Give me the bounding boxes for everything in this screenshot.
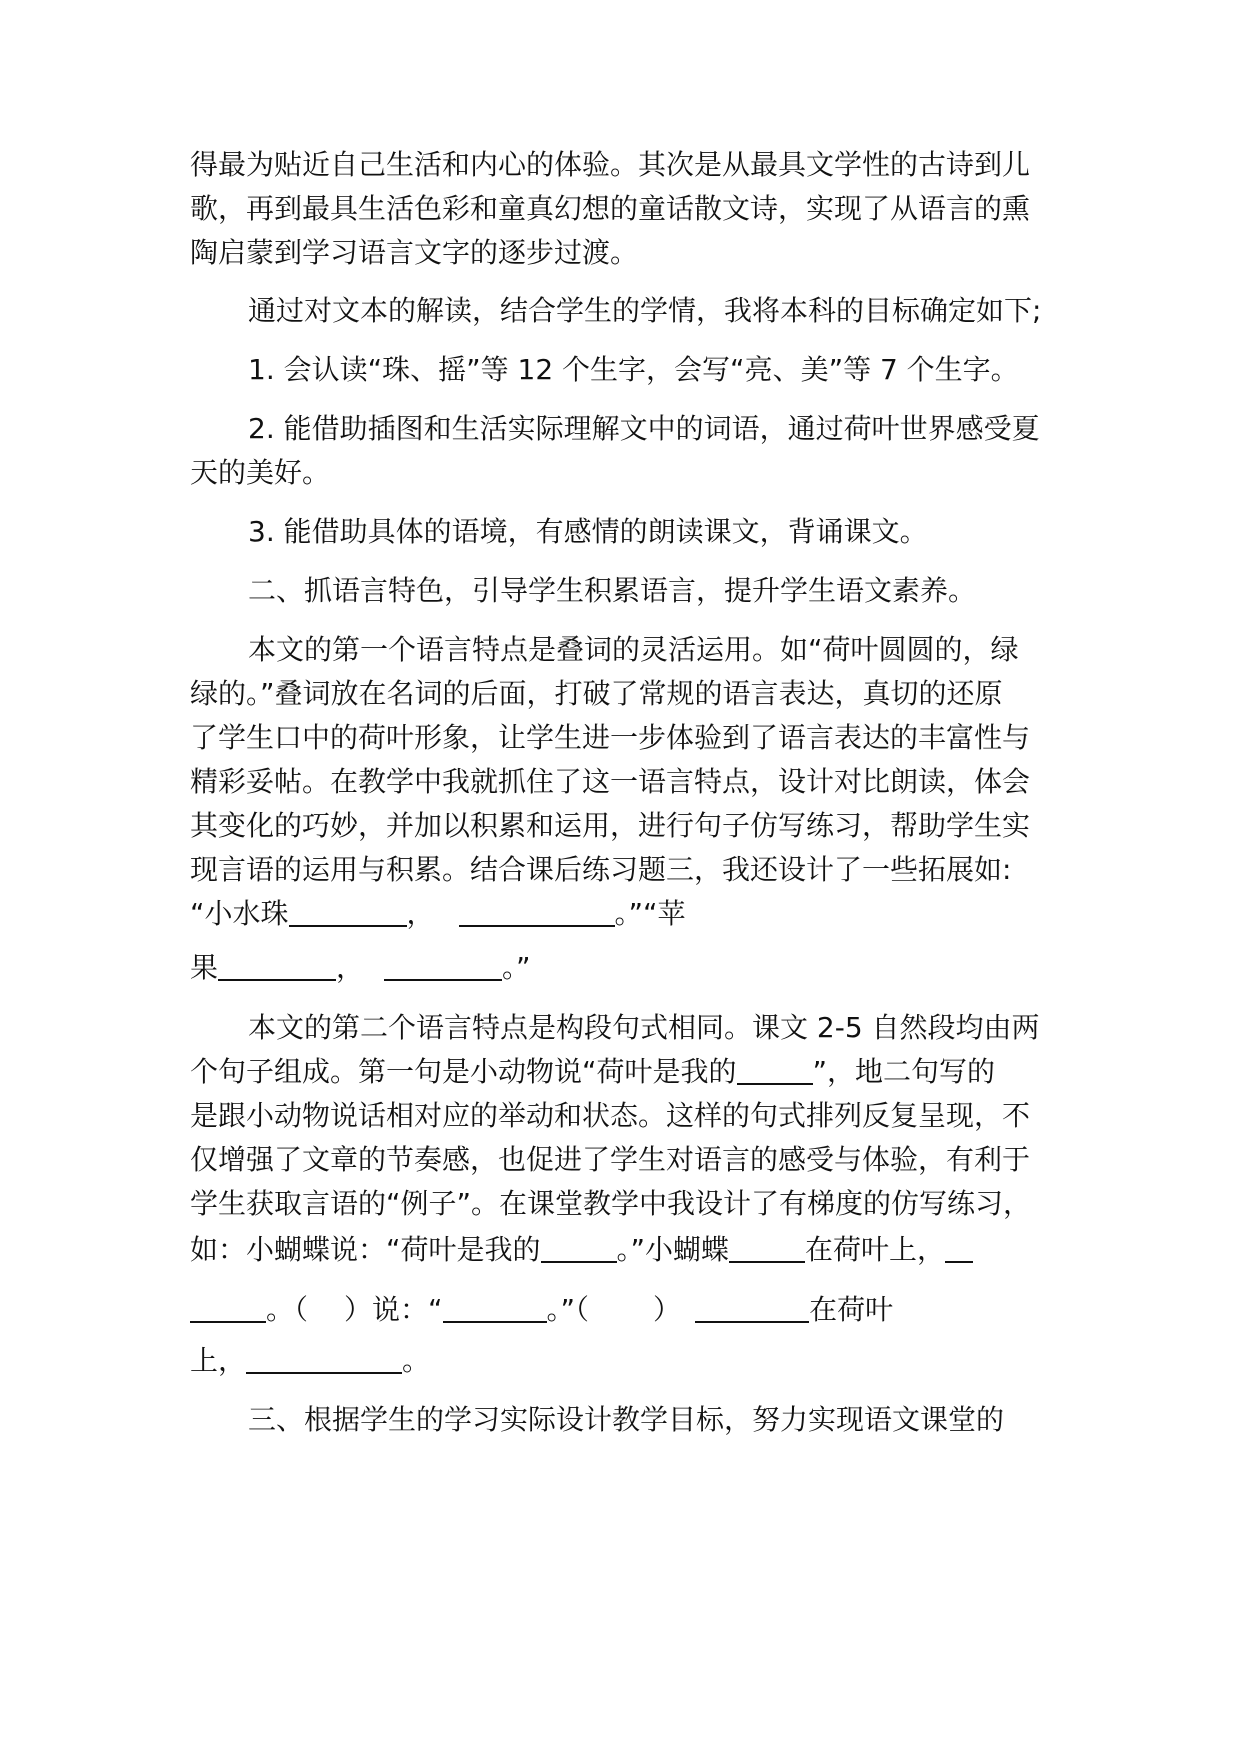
exercise-text: 果 <box>190 951 219 984</box>
exercise-text: 上， <box>190 1344 247 1377</box>
paragraph-line: 歌，再到最具生活色彩和童真幻想的童话散文诗，实现了从语言的熏 <box>190 192 1031 225</box>
paragraph-line: 得最为贴近自己生活和内心的体验。其次是从最具文学性的古诗到儿 <box>190 148 1031 181</box>
exercise-text: 。” <box>502 951 531 984</box>
fill-blank <box>384 953 502 981</box>
goal-item-2: 2. 能借助插图和生活实际理解文中的词语，通过荷叶世界感受夏 <box>248 412 1040 445</box>
paragraph-line: 绿的。”叠词放在名词的后面，打破了常规的语言表达，真切的还原 <box>190 677 1003 710</box>
section-heading-2: 二、抓语言特色，引导学生积累语言，提升学生语文素养。 <box>248 574 977 607</box>
paragraph-line: 学生获取言语的“例子”。在课堂教学中我设计了有梯度的仿写练习， <box>190 1187 1032 1220</box>
exercise-text: 。（ <box>266 1293 309 1326</box>
paragraph-line: 本文的第二个语言特点是构段句式相同。课文 2-5 自然段均由两 <box>248 1011 1040 1044</box>
exercise-text: ， <box>336 951 365 984</box>
paragraph-line: 是跟小动物说话相对应的举动和状态。这样的句式排列反复呈现，不 <box>190 1099 1031 1132</box>
paragraph-line: 通过对文本的解读，结合学生的学情，我将本科的目标确定如下; <box>248 294 1042 327</box>
fill-blank <box>945 1235 973 1263</box>
fill-blank <box>443 1295 547 1323</box>
exercise-line <box>190 1292 893 1328</box>
exercise-text: 如：小蝴蝶说：“荷叶是我的 <box>190 1233 541 1266</box>
fill-blank <box>459 899 615 927</box>
exercise-line <box>190 1343 430 1379</box>
fill-blank <box>190 1295 266 1323</box>
paragraph-line: 了学生口中的荷叶形象，让学生进一步体验到了语言表达的丰富性与 <box>190 721 1031 754</box>
fill-blank <box>246 1346 402 1374</box>
paragraph-line: 精彩妥帖。在教学中我就抓住了这一语言特点，设计对比朗读，体会 <box>190 765 1031 798</box>
exercise-text: ， <box>406 897 435 930</box>
fill-blank <box>729 1235 805 1263</box>
paragraph-line: 其变化的巧妙，并加以积累和运用，进行句子仿写练习，帮助学生实 <box>190 809 1031 842</box>
section-heading-3: 三、根据学生的学习实际设计教学目标，努力实现语文课堂的 <box>248 1403 1005 1436</box>
fill-blank <box>737 1057 813 1085</box>
exercise-text: ） <box>653 1293 682 1326</box>
fill-blank <box>289 899 407 927</box>
exercise-text: 在荷叶上， <box>805 1233 946 1266</box>
exercise-line <box>190 950 531 986</box>
paragraph-line: 仅增强了文章的节奏感，也促进了学生对语言的感受与体验，有利于 <box>190 1143 1031 1176</box>
exercise-text: 。 <box>402 1344 431 1377</box>
goal-item-3: 3. 能借助具体的语境，有感情的朗读课文，背诵课文。 <box>248 515 928 548</box>
exercise-line <box>190 896 686 932</box>
exercise-text: ）说：“ <box>344 1293 443 1326</box>
fill-blank <box>541 1235 617 1263</box>
exercise-text: 在荷叶 <box>809 1293 894 1326</box>
paragraph-text: ”，地二句写的 <box>812 1055 996 1088</box>
fill-blank <box>695 1295 809 1323</box>
exercise-line <box>190 1232 973 1268</box>
goal-item-1: 1. 会认读“珠、摇”等 12 个生字，会写“亮、美”等 7 个生字。 <box>248 353 1019 386</box>
paragraph-line: 本文的第一个语言特点是叠词的灵活运用。如“荷叶圆圆的，绿 <box>248 633 1019 666</box>
fill-blank <box>218 953 336 981</box>
exercise-text: 。”（ <box>546 1293 590 1326</box>
exercise-text: 。”“苹 <box>614 897 686 930</box>
paragraph-line: 天的美好。 <box>190 456 331 489</box>
paragraph-text: 个句子组成。第一句是小动物说“荷叶是我的 <box>190 1055 737 1088</box>
exercise-text: 。”小蝴蝶 <box>616 1233 730 1266</box>
paragraph-line: 陶启蒙到学习语言文字的逐步过渡。 <box>190 236 639 269</box>
paragraph-line <box>190 1054 995 1090</box>
exercise-text: “小水珠 <box>190 897 289 930</box>
paragraph-line: 现言语的运用与积累。结合课后练习题三，我还设计了一些拓展如: <box>190 853 1012 886</box>
